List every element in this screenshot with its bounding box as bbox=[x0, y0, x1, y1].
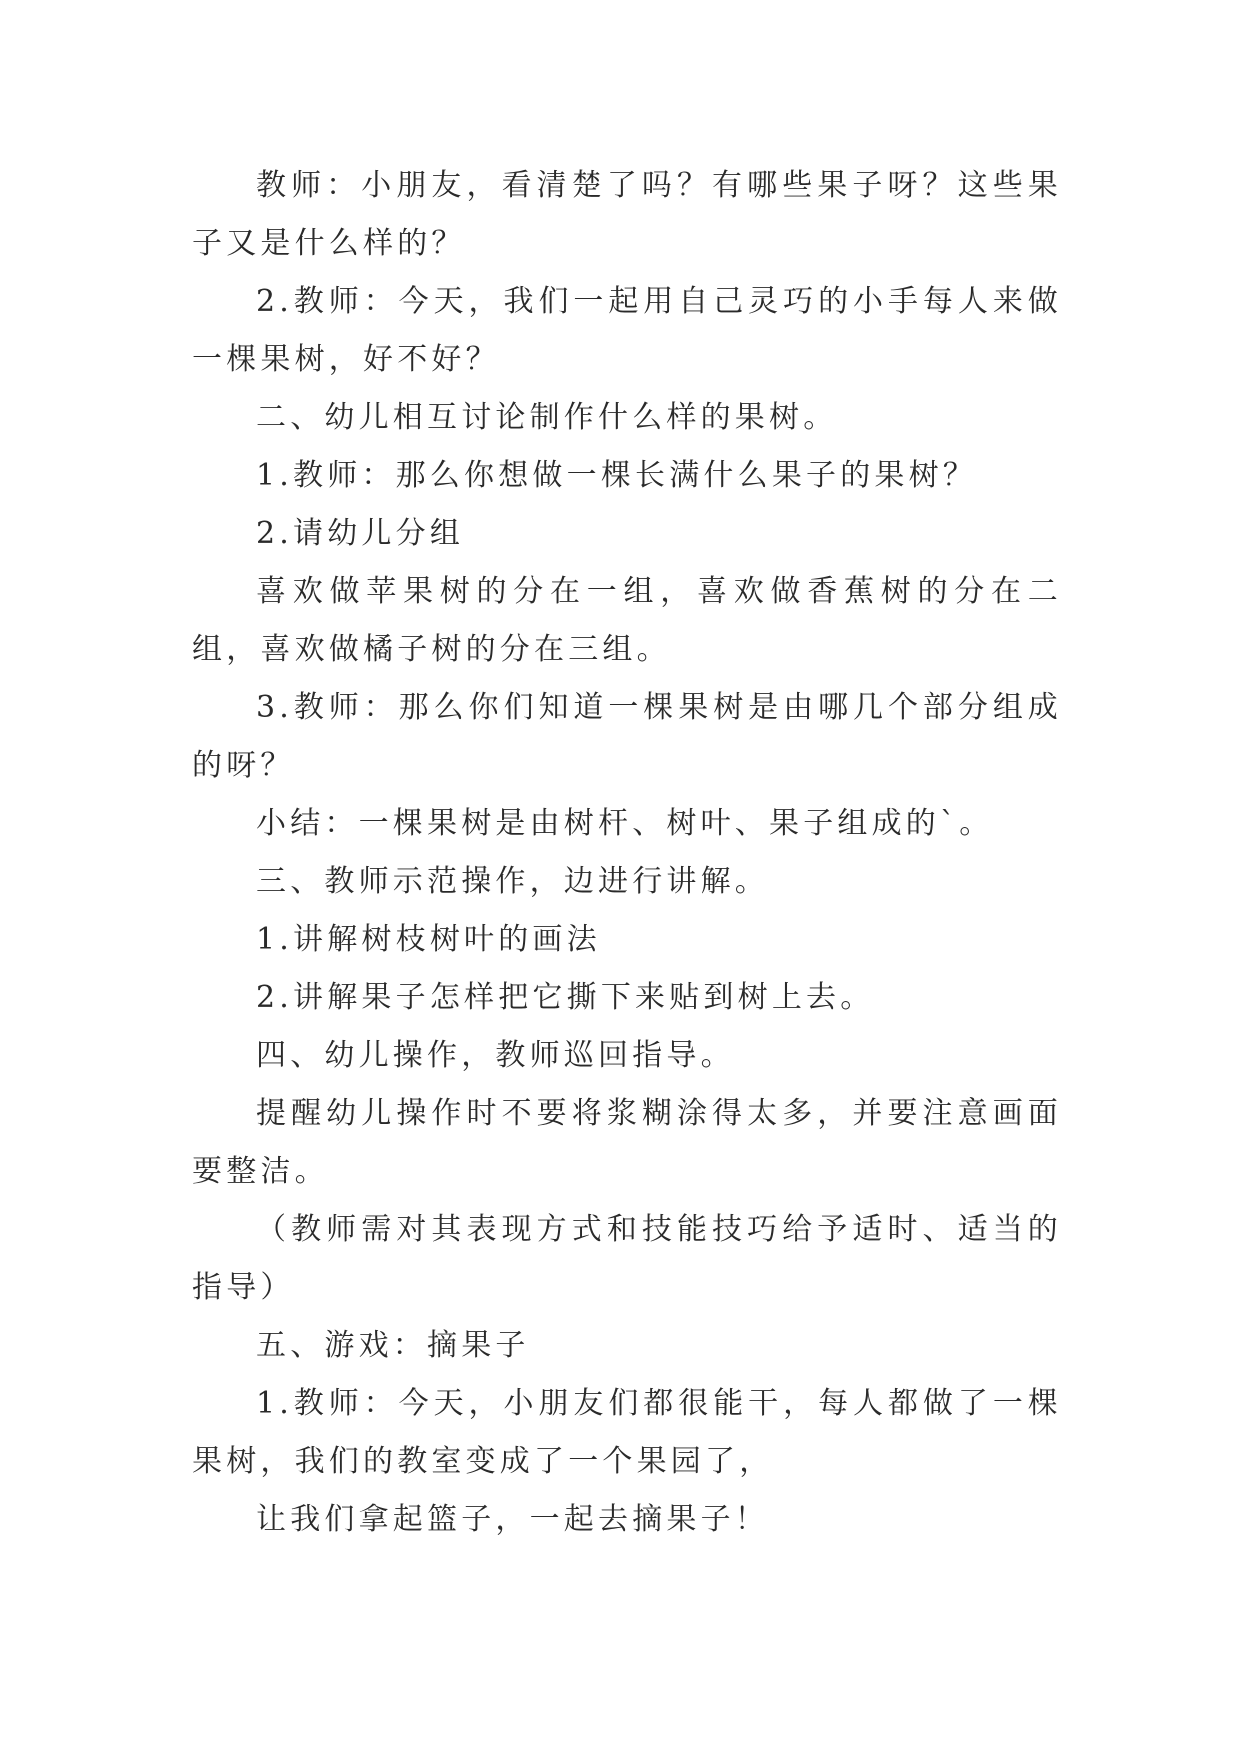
section-heading: 三、教师示范操作，边进行讲解。 bbox=[256, 864, 769, 899]
section-heading: 四、幼儿操作，教师巡回指导。 bbox=[256, 1038, 735, 1073]
paragraph: 1.讲解树枝树叶的画法 bbox=[256, 922, 601, 957]
paragraph: 让我们拿起篮子，一起去摘果子！ bbox=[256, 1502, 769, 1537]
paragraph: 喜欢做苹果树的分在一组，喜欢做香蕉树的分在二组，喜欢做橘子树的分在三组。 bbox=[192, 574, 1062, 667]
paragraph: 提醒幼儿操作时不要将浆糊涂得太多，并要注意画面要整洁。 bbox=[192, 1096, 1062, 1189]
paragraph: 教师：小朋友，看清楚了吗？有哪些果子呀？这些果子又是什么样的？ bbox=[192, 168, 1062, 261]
paragraph: （教师需对其表现方式和技能技巧给予适时、适当的指导） bbox=[192, 1212, 1062, 1305]
paragraph: 小结：一棵果树是由树杆、树叶、果子组成的`。 bbox=[256, 806, 994, 841]
section-heading: 二、幼儿相互讨论制作什么样的果树。 bbox=[256, 400, 838, 435]
paragraph: 2.请幼儿分组 bbox=[256, 516, 465, 551]
paragraph: 1.教师：那么你想做一棵长满什么果子的果树？ bbox=[256, 458, 978, 493]
paragraph: 2.讲解果子怎样把它撕下来贴到树上去。 bbox=[256, 980, 875, 1015]
paragraph: 1.教师：今天，小朋友们都很能干，每人都做了一棵果树，我们的教室变成了一个果园了， bbox=[192, 1386, 1062, 1479]
paragraph: 3.教师：那么你们知道一棵果树是由哪几个部分组成的呀？ bbox=[192, 690, 1062, 783]
document-body bbox=[192, 157, 1062, 1549]
section-heading: 五、游戏：摘果子 bbox=[256, 1328, 530, 1363]
paragraph: 2.教师：今天，我们一起用自己灵巧的小手每人来做一棵果树，好不好？ bbox=[192, 284, 1062, 377]
